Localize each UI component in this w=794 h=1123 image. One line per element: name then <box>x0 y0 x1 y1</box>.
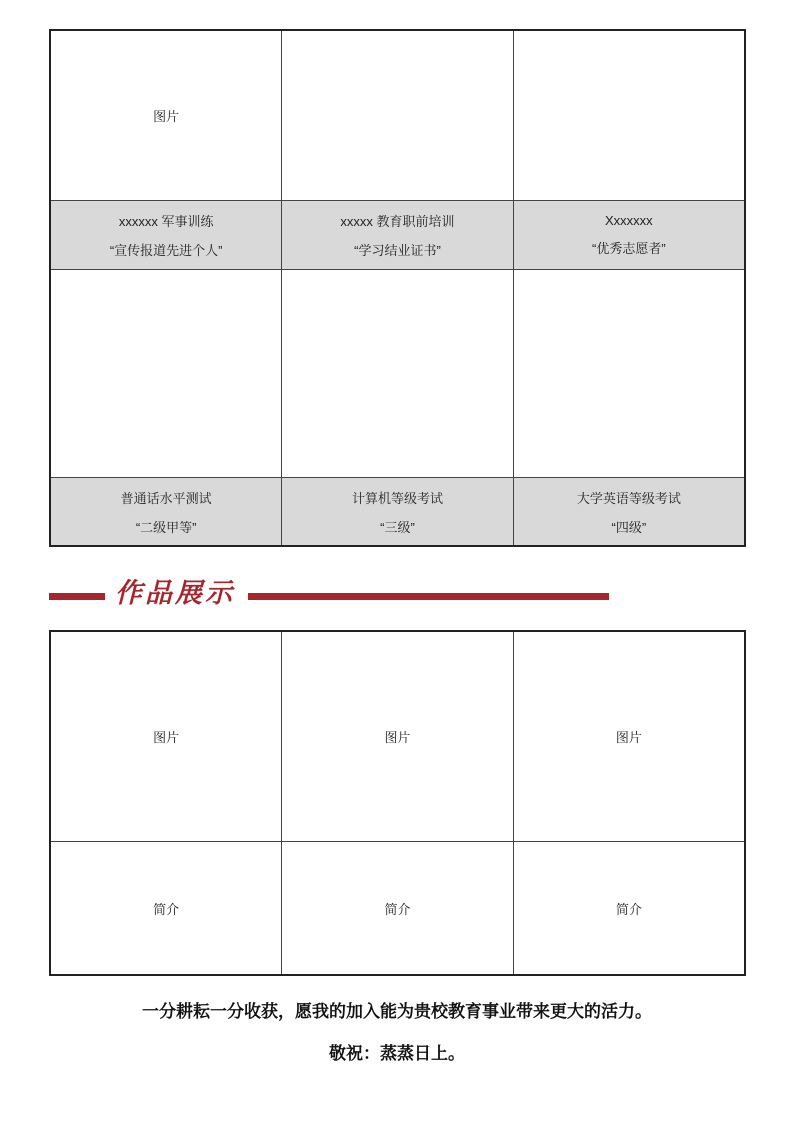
works-intro-cell <box>51 842 282 974</box>
certificate-name: Xxxxxxx <box>604 213 653 228</box>
certificate-caption <box>282 201 513 269</box>
works-intro-cell <box>282 842 513 974</box>
works-photo-cell <box>514 632 744 841</box>
certificate-photo-row <box>51 31 744 201</box>
works-intro-row <box>51 842 744 974</box>
certificate-photo-cell <box>51 31 282 200</box>
certificate-award: “四级” <box>611 519 647 535</box>
photo-placeholder: 图片 <box>153 109 180 124</box>
closing-greeting: 敬祝：蒸蒸日上。 <box>329 1044 465 1063</box>
certificate-photo-cell <box>51 270 282 477</box>
certificate-name: 计算机等级考试 <box>351 490 443 506</box>
certificate-caption-row <box>51 201 744 270</box>
certificate-award: “三级” <box>380 519 415 535</box>
certificate-caption-row <box>51 478 744 545</box>
certificate-caption <box>514 201 744 269</box>
certificate-award: “宣传报道先进个人” <box>109 243 223 258</box>
certificate-name: xxxxx 教育职前培训 <box>340 214 455 229</box>
photo-placeholder: 图片 <box>153 730 180 745</box>
certificate-photo-cell <box>282 31 513 200</box>
certificate-photo-row <box>51 270 744 478</box>
certificate-caption <box>514 478 744 545</box>
certificate-caption <box>51 201 282 269</box>
photo-placeholder: 图片 <box>384 730 411 745</box>
heading-bar-left <box>49 593 105 600</box>
works-section-title: 作品展示 <box>115 578 235 608</box>
certificate-award: “学习结业证书” <box>354 243 441 258</box>
certificate-caption <box>51 478 282 545</box>
certificate-photo-cell <box>514 270 744 477</box>
works-table <box>49 630 746 976</box>
intro-text: 简介 <box>615 901 642 917</box>
photo-placeholder: 图片 <box>615 730 642 745</box>
closing-statement: 一分耕耘一分收获，愿我的加入能为贵校教育事业带来更大的活力。 <box>142 1002 652 1021</box>
certificate-photo-cell <box>282 270 513 477</box>
certificate-table <box>49 29 746 547</box>
certificate-award: “优秀志愿者” <box>591 241 666 256</box>
certificate-name: xxxxxx 军事训练 <box>118 214 214 229</box>
certificate-caption <box>282 478 513 545</box>
certificate-photo-cell <box>514 31 744 200</box>
intro-text: 简介 <box>384 901 411 917</box>
heading-bar-right <box>248 593 609 600</box>
works-section-heading <box>49 571 609 608</box>
works-photo-cell <box>282 632 513 841</box>
works-intro-cell <box>514 842 744 974</box>
works-photo-row <box>51 632 744 842</box>
certificate-name: 普通话水平测试 <box>120 490 212 506</box>
certificate-name: 大学英语等级考试 <box>576 490 681 506</box>
certificate-award: “二级甲等” <box>135 519 197 535</box>
works-photo-cell <box>51 632 282 841</box>
intro-text: 简介 <box>153 901 180 917</box>
